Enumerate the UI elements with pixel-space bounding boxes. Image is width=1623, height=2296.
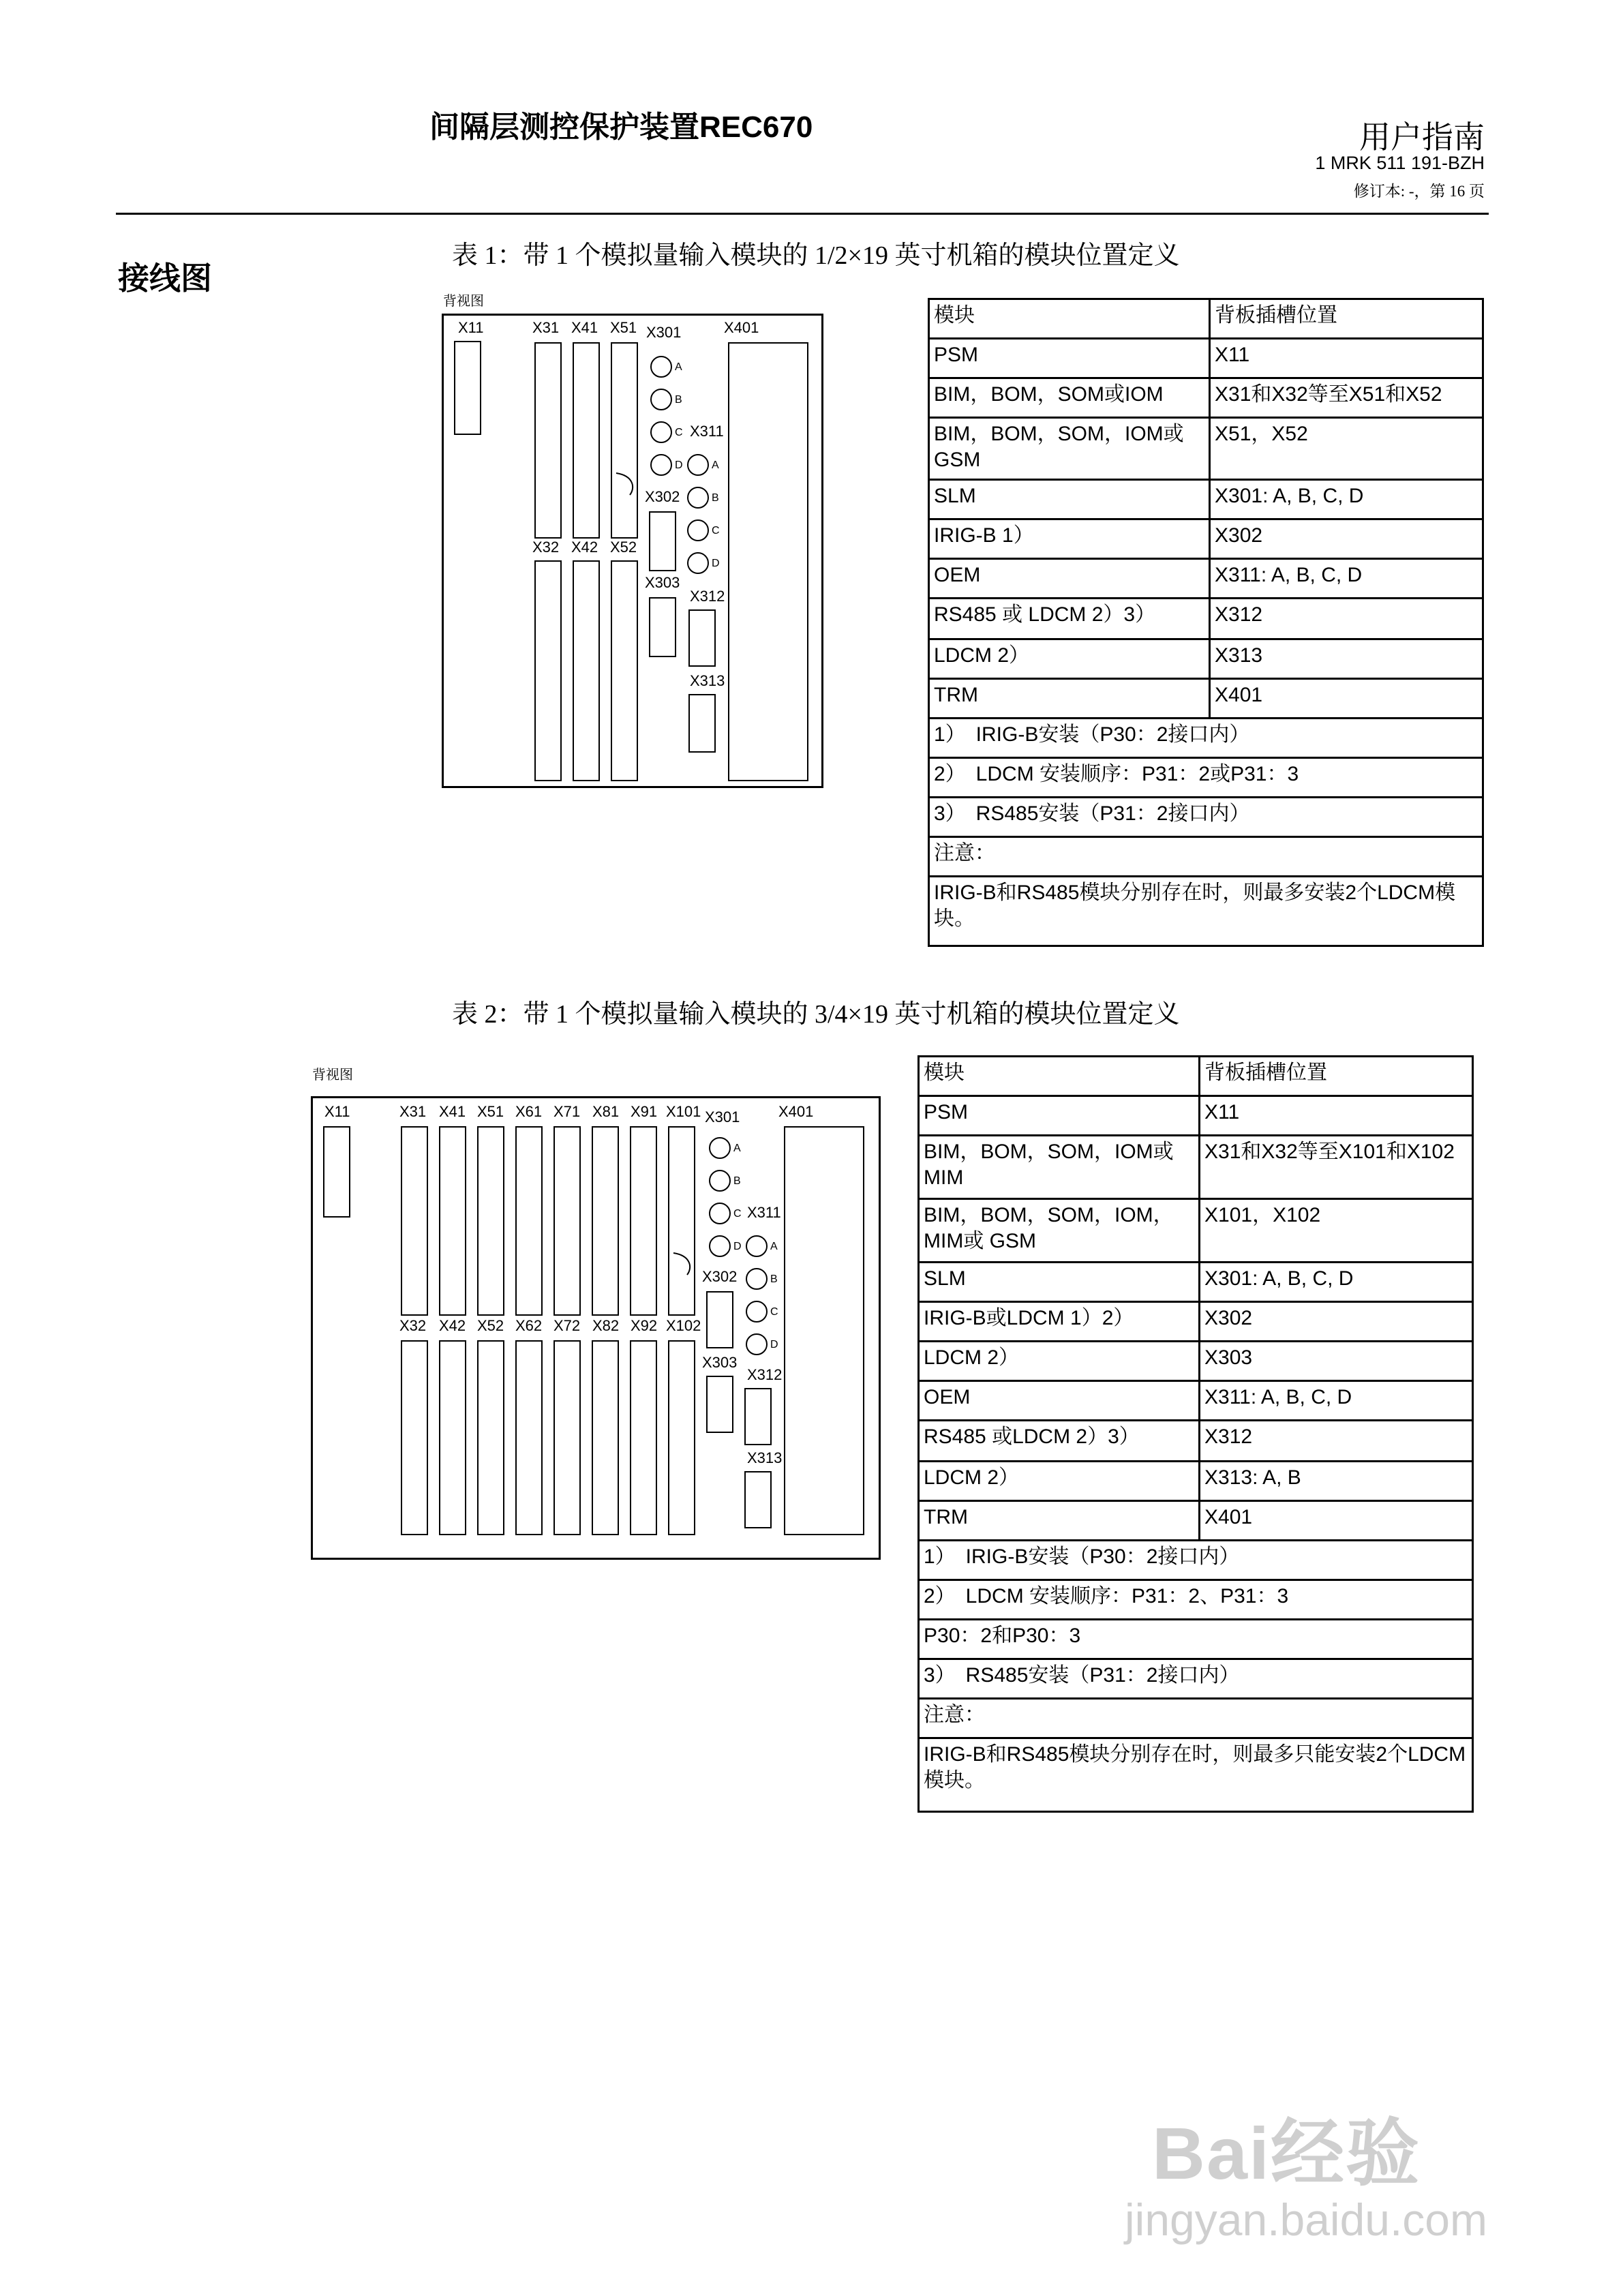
diagram2-x311-c-label: C	[770, 1306, 778, 1318]
diagram2-label-x62: X62	[515, 1317, 543, 1334]
table-row	[919, 1136, 1473, 1199]
diagram1-label-x32: X32	[532, 539, 560, 556]
diagram2-slot-x72	[553, 1340, 581, 1535]
diagram2-label-x102: X102	[666, 1317, 701, 1334]
diagram2-slot-x51	[477, 1126, 504, 1316]
table-row	[919, 1620, 1473, 1659]
document-number: 1 MRK 511 191-BZH	[1315, 153, 1485, 173]
diagram1-x311-b-terminal	[687, 487, 709, 509]
table2-cell: X302	[1200, 1302, 1473, 1342]
table-row	[919, 1738, 1473, 1812]
diagram1-label-x52: X52	[610, 539, 637, 556]
revision-page: 修订本: -，第 16 页	[1353, 183, 1485, 200]
diagram1-label-x11: X11	[458, 319, 484, 336]
table1-cell: PSM	[929, 339, 1210, 378]
table2-caption: 表 2：带 1 个模拟量输入模块的 3/4×19 英寸机箱的模块位置定义	[452, 1000, 1180, 1029]
diagram2-label-x92: X92	[631, 1317, 658, 1334]
diagram1-x311-c-terminal	[687, 519, 709, 541]
diagram2-label-x311: X311	[747, 1204, 781, 1221]
diagram2-slot-x312	[744, 1388, 772, 1445]
table2-cell: X312	[1200, 1421, 1473, 1462]
diagram2-label-x301: X301	[705, 1108, 740, 1126]
diagram2-slot-x61	[515, 1126, 543, 1316]
diagram2-label-x82: X82	[592, 1317, 620, 1334]
diagram2-label-x101: X101	[666, 1103, 701, 1120]
table-row	[919, 1263, 1473, 1302]
diagram2-slot-x91	[630, 1126, 657, 1316]
diagram1-slot-x41	[573, 342, 600, 539]
user-guide-label: 用户指南	[1359, 119, 1485, 155]
diagram1-slot-x11	[454, 341, 481, 435]
diagram2-slot-x31	[401, 1126, 428, 1316]
diagram2-x311-b-terminal	[746, 1268, 768, 1290]
diagram1-slot-x303	[649, 597, 676, 657]
diagram2-label-x302: X302	[702, 1268, 738, 1285]
diagram2-slot-x71	[553, 1126, 581, 1316]
table1-cell: X311: A, B, C, D	[1210, 559, 1483, 599]
table-row	[929, 378, 1483, 418]
table-row	[919, 1302, 1473, 1342]
table1-cell: X313	[1210, 639, 1483, 679]
table2-note: 注意：	[919, 1699, 1473, 1738]
diagram2-slot-x32	[401, 1340, 428, 1535]
diagram1-x311-a-label: A	[712, 459, 719, 471]
table-row	[929, 639, 1483, 679]
diagram1-label-x401: X401	[724, 319, 759, 336]
diagram1-label-x51: X51	[610, 319, 637, 336]
diagram2-x311-b-label: B	[770, 1273, 778, 1285]
diagram1-label-x301: X301	[646, 324, 682, 341]
diagram2-label-x71: X71	[553, 1103, 581, 1120]
diagram1-label-x31: X31	[532, 319, 560, 336]
diagram2-label-x91: X91	[631, 1103, 658, 1120]
table-row	[929, 758, 1483, 798]
table-row	[929, 339, 1483, 378]
diagram2-x301-d-terminal	[709, 1235, 731, 1257]
diagram2-label-x401: X401	[778, 1103, 814, 1120]
diagram2-x301-c-label: C	[733, 1208, 742, 1220]
table-row	[919, 1342, 1473, 1381]
diagram2-slot-x82	[592, 1340, 619, 1535]
table1-cell: RS485 或 LDCM 2）3）	[929, 599, 1210, 639]
diagram2-slot-x102	[668, 1340, 695, 1535]
diagram2-label-x31: X31	[399, 1103, 427, 1120]
table-row	[929, 480, 1483, 519]
table2-cell: X31和X32等至X101和X102	[1200, 1136, 1473, 1199]
diagram2-slot-x302	[706, 1291, 733, 1348]
table1-note: 3） RS485安装（P31：2接口内）	[929, 798, 1483, 837]
table1-cell: X302	[1210, 519, 1483, 559]
section-title: 接线图	[118, 260, 212, 296]
diagram2-slot-x52	[477, 1340, 504, 1535]
table1-cell: LDCM 2）	[929, 639, 1210, 679]
table1-cell: X401	[1210, 679, 1483, 719]
table1-cell: X31和X32等至X51和X52	[1210, 378, 1483, 418]
table2-note: P30：2和P30：3	[919, 1620, 1473, 1659]
diagram2-label-x32: X32	[399, 1317, 427, 1334]
table1	[928, 298, 1484, 947]
diagram1-slot-x51	[611, 342, 638, 539]
table2-cell: LDCM 2）	[919, 1462, 1200, 1501]
table2-cell: X101，X102	[1200, 1199, 1473, 1263]
diagram2-x311-a-terminal	[746, 1235, 768, 1257]
diagram1-label-x313: X313	[690, 672, 725, 689]
table2-cell: LDCM 2）	[919, 1342, 1200, 1381]
table2-cell: X303	[1200, 1342, 1473, 1381]
diagram2-label-x51: X51	[477, 1103, 504, 1120]
diagram1-x311-d-label: D	[712, 558, 720, 569]
diagram2-slot-x401	[784, 1126, 864, 1535]
diagram2-label-x81: X81	[592, 1103, 620, 1120]
table1-note: 注意：	[929, 837, 1483, 877]
table1-cell: TRM	[929, 679, 1210, 719]
table2-cell: TRM	[919, 1501, 1200, 1541]
table2-cell: SLM	[919, 1263, 1200, 1302]
diagram2-back-view-label: 背视图	[312, 1068, 353, 1083]
table2-note: 3） RS485安装（P31：2接口内）	[919, 1659, 1473, 1699]
diagram1-x301-a-label: A	[675, 361, 682, 373]
diagram2-label-x61: X61	[515, 1103, 543, 1120]
watermark-brand: Bai经验	[1152, 2112, 1421, 2194]
diagram2-slot-x303	[706, 1376, 733, 1433]
table-row	[929, 719, 1483, 758]
diagram1-slot-x32	[534, 560, 562, 781]
diagram2-x301-a-terminal	[709, 1137, 731, 1159]
diagram1-slot-x31	[534, 342, 562, 539]
diagram1-x311-d-terminal	[687, 552, 709, 574]
table-row	[919, 1501, 1473, 1541]
diagram1-slot-x313	[688, 694, 716, 753]
diagram2-slot-x81	[592, 1126, 619, 1316]
table2	[917, 1055, 1474, 1813]
diagram2-label-x72: X72	[553, 1317, 581, 1334]
table-row	[929, 877, 1483, 946]
table-row	[929, 679, 1483, 719]
watermark-url: jingyan.baidu.com	[1125, 2194, 1487, 2245]
diagram2-slot-x41	[439, 1126, 466, 1316]
diagram1-x301-b-label: B	[675, 394, 682, 406]
diagram1-label-x312: X312	[690, 588, 725, 605]
diagram1-x301-c-terminal	[650, 421, 672, 443]
diagram1-label-x302: X302	[645, 488, 680, 505]
diagram2-x301-a-label: A	[733, 1143, 741, 1154]
table2-cell: OEM	[919, 1381, 1200, 1421]
table-row	[929, 299, 1483, 339]
diagram1-x301-d-label: D	[675, 459, 683, 471]
diagram1-hook-mark	[611, 468, 641, 498]
table-row	[929, 837, 1483, 877]
table2-cell: BIM，BOM，SOM，IOM或MIM	[919, 1136, 1200, 1199]
diagram2-x301-b-terminal	[709, 1170, 731, 1192]
table-row	[919, 1057, 1473, 1096]
table1-cell: X312	[1210, 599, 1483, 639]
table2-cell: IRIG-B或LDCM 1）2）	[919, 1302, 1200, 1342]
table2-note: IRIG-B和RS485模块分别存在时，则最多只能安装2个LDCM模块。	[919, 1738, 1473, 1812]
table1-cell: OEM	[929, 559, 1210, 599]
table-row	[919, 1462, 1473, 1501]
table2-cell: X311: A, B, C, D	[1200, 1381, 1473, 1421]
diagram2-x301-b-label: B	[733, 1175, 741, 1187]
table-row	[919, 1096, 1473, 1136]
table-row	[919, 1659, 1473, 1699]
diagram2-slot-x62	[515, 1340, 543, 1535]
diagram2-label-x42: X42	[439, 1317, 466, 1334]
diagram1-back-view-label: 背视图	[443, 294, 484, 309]
table2-cell: X313: A, B	[1200, 1462, 1473, 1501]
table1-cell: BIM，BOM，SOM或IOM	[929, 378, 1210, 418]
table1-note: 2） LDCM 安装顺序：P31：2或P31：3	[929, 758, 1483, 798]
diagram1-x301-c-label: C	[675, 427, 683, 438]
diagram2-hook-mark	[668, 1248, 698, 1278]
table-row	[919, 1580, 1473, 1620]
diagram1-x311-c-label: C	[712, 525, 720, 537]
diagram1-slot-x302	[649, 511, 676, 571]
diagram1-x301-b-terminal	[650, 389, 672, 410]
diagram2-label-x312: X312	[747, 1366, 783, 1383]
table1-note: 1） IRIG-B安装（P30：2接口内）	[929, 719, 1483, 758]
table1-cell: X11	[1210, 339, 1483, 378]
diagram2-x311-d-label: D	[770, 1339, 778, 1350]
diagram1-slot-x401	[728, 342, 808, 781]
table1-header-module: 模块	[929, 299, 1210, 339]
diagram2-slot-x42	[439, 1340, 466, 1535]
table2-header-module: 模块	[919, 1057, 1200, 1096]
table2-cell: RS485 或LDCM 2）3）	[919, 1421, 1200, 1462]
diagram2-slot-x101	[668, 1126, 695, 1316]
table2-cell: X11	[1200, 1096, 1473, 1136]
diagram2-slot-x92	[630, 1340, 657, 1535]
diagram2-x311-d-terminal	[746, 1333, 768, 1355]
table-row	[919, 1199, 1473, 1263]
diagram1-label-x311: X311	[690, 423, 724, 440]
diagram2-x311-a-label: A	[770, 1241, 778, 1252]
diagram1-label-x303: X303	[645, 574, 680, 591]
table-row	[919, 1381, 1473, 1421]
table1-note: IRIG-B和RS485模块分别存在时，则最多安装2个LDCM模块。	[929, 877, 1483, 946]
document-title: 间隔层测控保护装置REC670	[429, 110, 813, 144]
table1-caption: 表 1：带 1 个模拟量输入模块的 1/2×19 英寸机箱的模块位置定义	[452, 241, 1180, 270]
diagram1-slot-x312	[688, 609, 716, 667]
table-row	[929, 559, 1483, 599]
diagram1-slot-x42	[573, 560, 600, 781]
diagram2-x311-c-terminal	[746, 1301, 768, 1323]
table-row	[929, 798, 1483, 837]
diagram1-label-x42: X42	[571, 539, 598, 556]
diagram2-label-x11: X11	[324, 1103, 350, 1120]
table1-cell: X301: A, B, C, D	[1210, 480, 1483, 519]
table-row	[929, 519, 1483, 559]
table2-cell: X301: A, B, C, D	[1200, 1263, 1473, 1302]
diagram2-x301-d-label: D	[733, 1241, 742, 1252]
table1-cell: IRIG-B 1）	[929, 519, 1210, 559]
table1-header-slot: 背板插槽位置	[1210, 299, 1483, 339]
table2-cell: X401	[1200, 1501, 1473, 1541]
diagram1-x311-a-terminal	[687, 454, 709, 476]
table2-cell: PSM	[919, 1096, 1200, 1136]
table-row	[919, 1421, 1473, 1462]
diagram2-x301-c-terminal	[709, 1203, 731, 1224]
diagram2-label-x303: X303	[702, 1354, 738, 1371]
table-row	[919, 1699, 1473, 1738]
diagram2-label-x52: X52	[477, 1317, 504, 1334]
table2-note: 2） LDCM 安装顺序：P31：2、P31：3	[919, 1580, 1473, 1620]
table-row	[929, 599, 1483, 639]
diagram1-label-x41: X41	[571, 319, 598, 336]
diagram1-x301-d-terminal	[650, 454, 672, 476]
diagram2-label-x313: X313	[747, 1449, 783, 1466]
header-divider	[116, 213, 1489, 215]
table1-cell: X51，X52	[1210, 418, 1483, 480]
table-row	[919, 1541, 1473, 1580]
diagram1-x301-a-terminal	[650, 356, 672, 378]
table2-note: 1） IRIG-B安装（P30：2接口内）	[919, 1541, 1473, 1580]
table1-cell: BIM，BOM，SOM，IOM或GSM	[929, 418, 1210, 480]
diagram2-slot-x313	[744, 1471, 772, 1528]
diagram2-slot-x11	[323, 1126, 350, 1218]
table2-cell: BIM，BOM，SOM，IOM，MIM或 GSM	[919, 1199, 1200, 1263]
table2-header-slot: 背板插槽位置	[1200, 1057, 1473, 1096]
diagram2-label-x41: X41	[439, 1103, 466, 1120]
table-row	[929, 418, 1483, 480]
diagram1-slot-x52	[611, 560, 638, 781]
diagram1-x311-b-label: B	[712, 492, 719, 504]
table1-cell: SLM	[929, 480, 1210, 519]
